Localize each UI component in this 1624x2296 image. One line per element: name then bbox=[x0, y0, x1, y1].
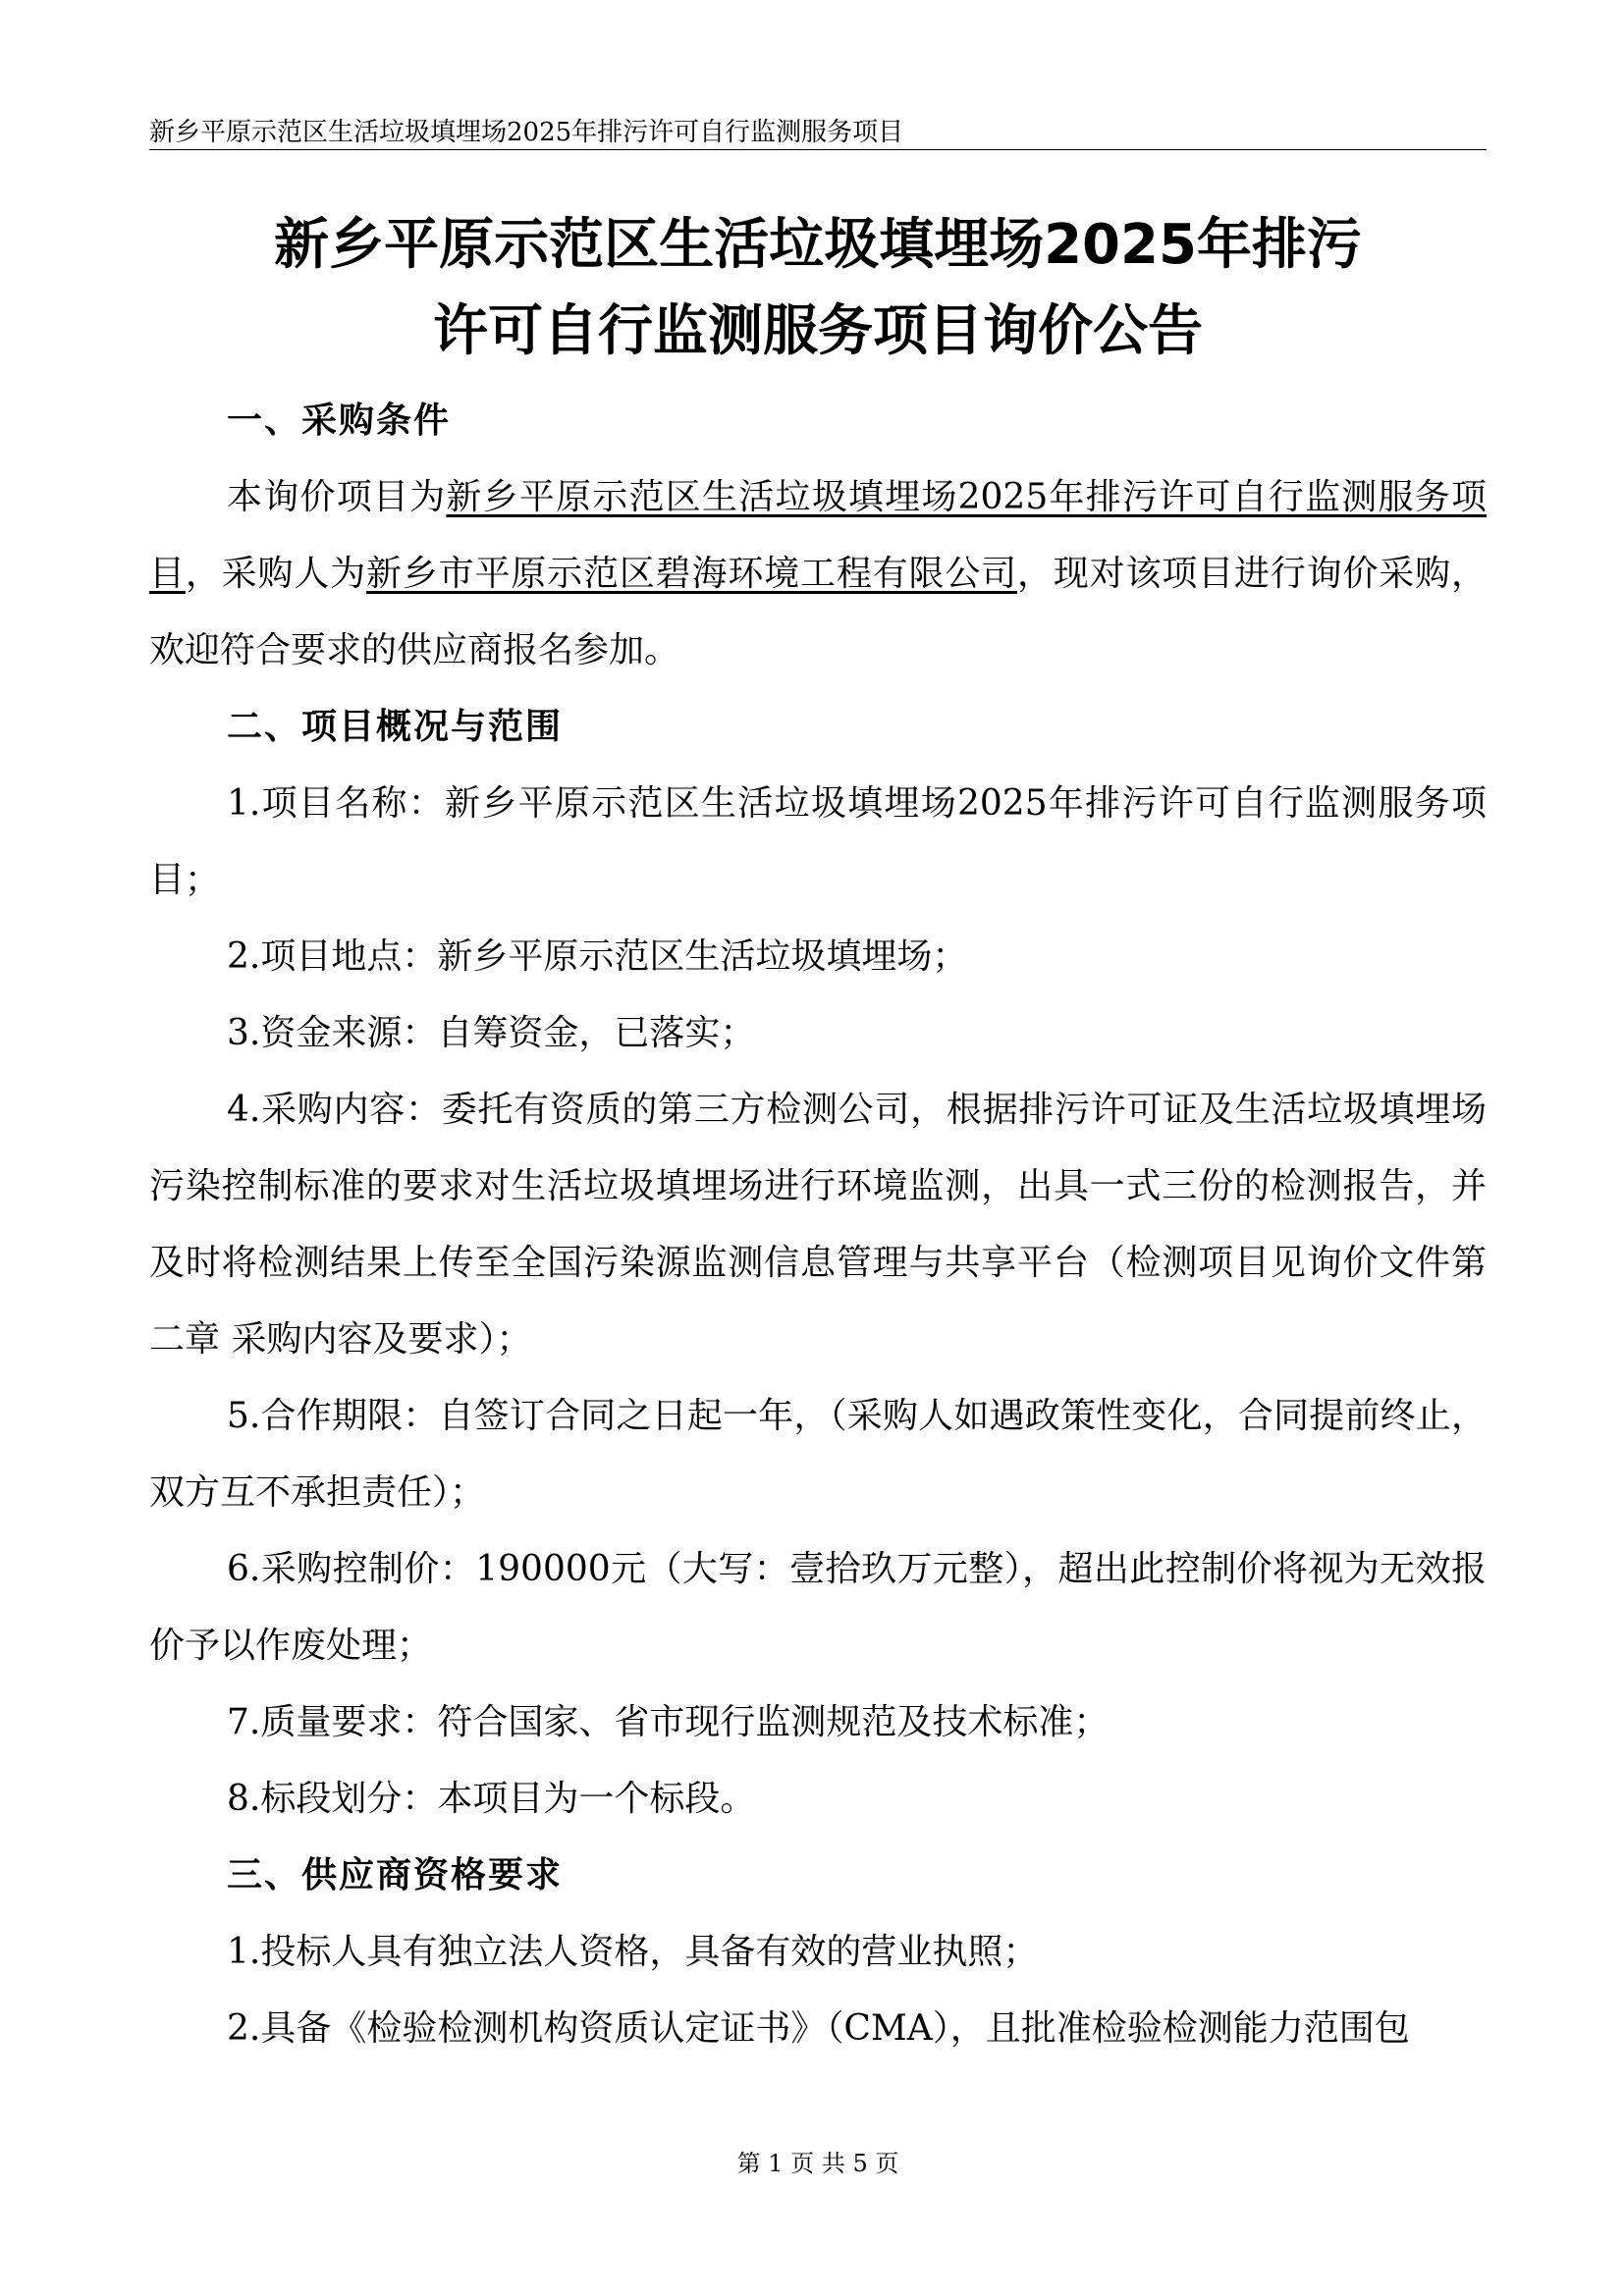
section-heading-procurement-conditions: 一、采购条件 bbox=[227, 400, 452, 441]
overview-item-control-price: 6.采购控制价：190000元（大写：壹拾玖万元整），超出此控制价将视为无效报价予以作废处理； bbox=[149, 1549, 1487, 1666]
document-title-line-2: 许可自行监测服务项目询价公告 bbox=[433, 299, 1203, 363]
page-number: 第 1 页 共 5 页 bbox=[736, 2150, 899, 2177]
paragraph-text: ，采购人为 bbox=[185, 554, 367, 594]
running-header: 新乡平原示范区生活垃圾填埋场2025年排污许可自行监测服务项目 bbox=[149, 118, 904, 147]
overview-item-funding-source: 3.资金来源：自筹资金，已落实； bbox=[227, 1013, 756, 1053]
project-name-underlined: 新乡平原示范区生活垃圾填埋场2025年排污许可自行监测服务项目 bbox=[149, 477, 1487, 594]
qualification-item-legal-entity: 1.投标人具有独立法人资格，具备有效的营业执照； bbox=[227, 1932, 1039, 1972]
section-heading-project-overview: 二、项目概况与范围 bbox=[227, 707, 564, 747]
overview-item-lot-division: 8.标段划分：本项目为一个标段。 bbox=[227, 1779, 756, 1819]
overview-item-procurement-content: 4.采购内容：委托有资质的第三方检测公司，根据排污许可证及生活垃圾填埋场污染控制标准的要求对生活垃圾填埋场进行环境监测，出具一式三份的检测报告，并及时将检测结果上传至全国污染源监测信息管理与共享平台（检测项目见询价文件第二章 采购内容及要求）； bbox=[149, 1090, 1487, 1360]
purchaser-name-underlined: 新乡市平原示范区碧海环境工程有限公司 bbox=[366, 554, 1017, 594]
procurement-conditions-paragraph bbox=[149, 459, 1487, 689]
qualification-item-cma-certificate: 2.具备《检验检测机构资质认定证书》（CMA），且批准检验检测能力范围包 bbox=[227, 2008, 1410, 2049]
overview-item-quality-requirement: 7.质量要求：符合国家、省市现行监测规范及技术标准； bbox=[227, 1702, 1110, 1742]
overview-item-project-location: 2.项目地点：新乡平原示范区生活垃圾填埋场； bbox=[227, 936, 968, 977]
section-heading-supplier-qualifications: 三、供应商资格要求 bbox=[227, 1855, 564, 1896]
header-divider bbox=[149, 149, 1487, 150]
paragraph-text: 本询价项目为 bbox=[227, 477, 447, 517]
paragraph-text: ，现对该项目进行询价采购，欢迎符合要求的供应商报名参加。 bbox=[149, 554, 1487, 670]
document-title bbox=[149, 202, 1487, 375]
overview-item-project-name: 1.项目名称：新乡平原示范区生活垃圾填埋场2025年排污许可自行监测服务项目； bbox=[149, 783, 1487, 900]
document-title-line-1: 新乡平原示范区生活垃圾填埋场2025年排污 bbox=[274, 213, 1362, 277]
document-body bbox=[149, 383, 1487, 2067]
overview-item-cooperation-period: 5.合作期限：自签订合同之日起一年，（采购人如遇政策性变化，合同提前终止，双方互不承担责任）； bbox=[149, 1396, 1487, 1513]
